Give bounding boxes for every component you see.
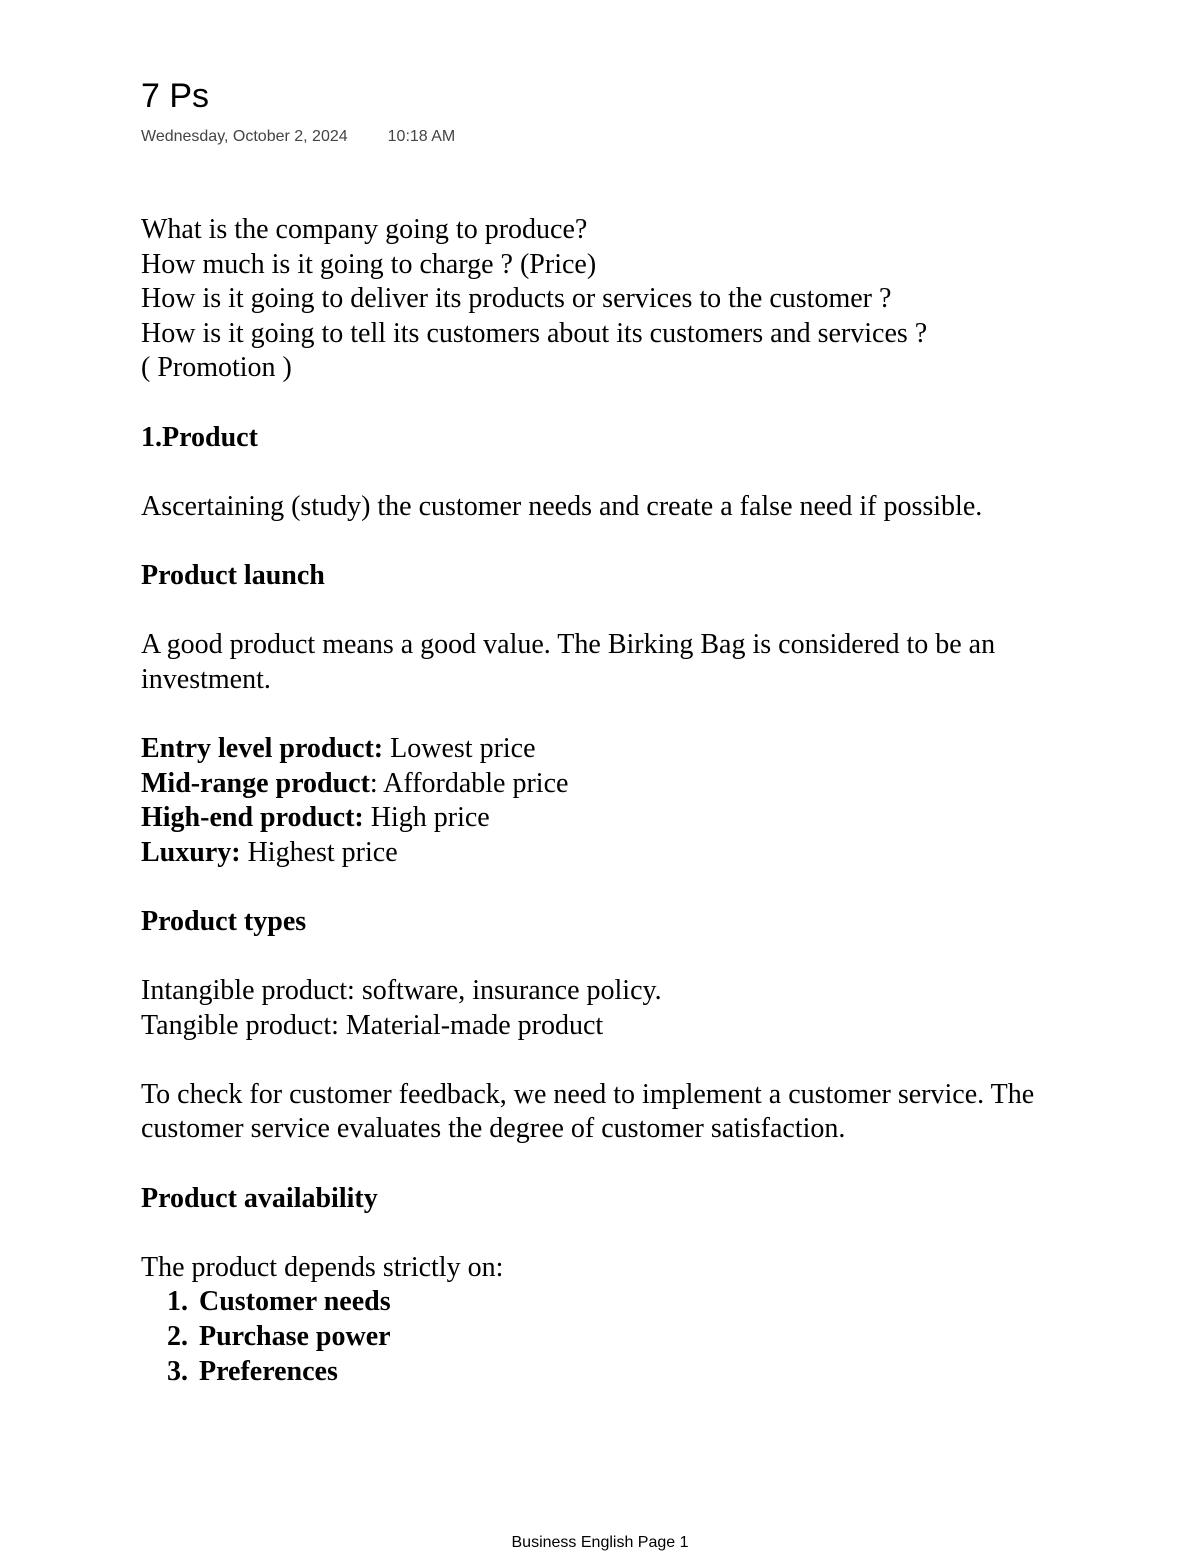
level-line bbox=[141, 767, 1061, 802]
level-value: : Affordable price bbox=[369, 767, 569, 799]
launch-text: A good product means a good value. The Birking Bag is considered to be an investment. bbox=[141, 629, 996, 695]
level-value: Lowest price bbox=[383, 732, 536, 764]
availability-intro: The product depends strictly on: bbox=[141, 1251, 504, 1283]
level-value: High price bbox=[363, 802, 490, 834]
list-item: 2. Purchase power bbox=[195, 1320, 1061, 1355]
product-text: Ascertaining (study) the customer needs and create a false need if possible. bbox=[141, 490, 983, 522]
section-heading-product: 1.Product bbox=[141, 421, 258, 453]
intro-line: How is it going to deliver its products or services to the customer ? bbox=[141, 283, 892, 315]
level-label: Entry level product: bbox=[141, 732, 384, 764]
intro-line: ( Promotion ) bbox=[141, 352, 292, 384]
types-line: Tangible product: Material-made product bbox=[141, 1009, 604, 1041]
intro-line: What is the company going to produce? bbox=[141, 214, 588, 245]
feedback-text: To check for customer feedback, we need to implement a customer service. The customer service evaluates the degree of customer satisfaction. bbox=[141, 1078, 1035, 1145]
types-line: Intangible product: software, insurance policy. bbox=[141, 975, 662, 1007]
section-heading-launch: Product launch bbox=[141, 559, 325, 591]
intro-line: How much is it going to charge ? (Price) bbox=[141, 248, 597, 280]
level-label: Mid-range product bbox=[141, 767, 370, 799]
list-item: 3. Preferences bbox=[195, 1355, 1061, 1390]
note-body bbox=[141, 213, 1061, 1389]
intro-line: How is it going to tell its customers about its customers and services ? bbox=[141, 317, 928, 349]
page-footer: Business English Page 1 bbox=[511, 1534, 689, 1551]
level-label: Luxury: bbox=[141, 836, 241, 868]
level-label: High-end product: bbox=[141, 802, 364, 834]
level-line bbox=[141, 801, 1061, 836]
list-item: 1. Customer needs bbox=[195, 1285, 1061, 1320]
page-date: Wednesday, October 2, 2024 bbox=[141, 128, 348, 145]
page-title: 7 Ps bbox=[141, 77, 210, 115]
section-heading-types: Product types bbox=[141, 905, 307, 937]
section-heading-availability: Product availability bbox=[141, 1182, 378, 1214]
page-timestamp bbox=[141, 126, 455, 148]
page-time: 10:18 AM bbox=[387, 128, 456, 145]
level-line bbox=[141, 732, 1061, 767]
availability-list bbox=[141, 1285, 1061, 1389]
level-line bbox=[141, 836, 1061, 871]
level-value: Highest price bbox=[240, 836, 398, 868]
